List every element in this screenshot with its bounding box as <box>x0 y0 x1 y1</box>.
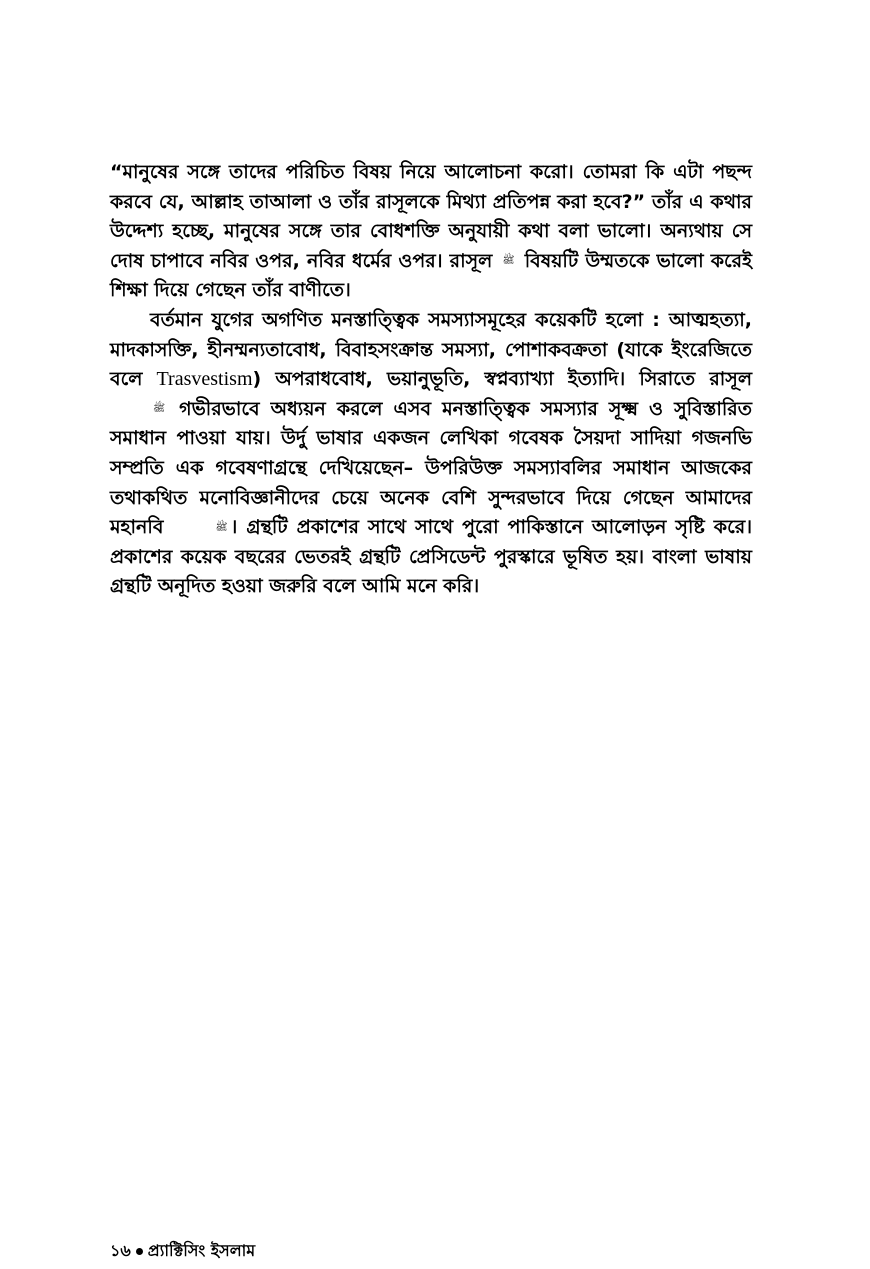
body-text <box>110 158 752 602</box>
paragraph-1-part-a: “মানুষের সঙ্গে তাদের পরিচিত বিষয় নিয়ে আলোচনা করো। তোমরা কি এটা পছন্দ করবে যে, আল্লাহ তাআলা ও তাঁর রাসূলকে মিথ্যা প্রতিপন্ন করা হবে?” তাঁর এ কথার উদ্দেশ্য হচ্ছে, মানুষের সঙ্গে তার বোধশক্তি অনুযায়ী কথা বলা ভালো। অন্যথায় সে দোষ চাপাবে নবির ওপর, নবির ধর্মের ওপর। রাসূল <box>110 161 752 272</box>
paragraph-1 <box>110 158 752 306</box>
latin-term: Trasvestism <box>156 368 253 391</box>
paragraph-1-part-b: বিষয়টি উম্মতকে ভালো করেই শিক্ষা দিয়ে গেছেন তাঁর বাণীতে। <box>110 249 752 302</box>
paragraph-2 <box>110 306 752 602</box>
paragraph-2-part-c: গভীরভাবে অধ্যয়ন করলে এসব মনস্তাত্ত্বিক সমস্যার সূক্ষ্ম ও সুবিস্তারিত সমাধান পাওয়া যায়। উর্দু ভাষার একজন লেখিকা গবেষক সৈয়দা সাদিয়া গজনভি সম্প্রতি এক গবেষণাগ্রন্থে দেখিয়েছেন– উপরিউক্ত সমস্যাবলির সমাধান আজকের তথাকথিত মনোবিজ্ঞানীদের চেয়ে অনেক বেশি সুন্দরভাবে দিয়ে গেছেন আমাদের মহানবি <box>110 397 752 539</box>
salawat-honorific: ﷺ <box>215 521 228 533</box>
bullet-icon <box>136 1248 143 1255</box>
salawat-honorific: ﷺ <box>153 403 166 415</box>
paragraph-2-part-a: বর্তমান যুগের অগণিত মনস্তাত্ত্বিক সমস্যাসমূহের কয়েকটি হলো : আত্মহত্যা, মাদকাসক্তি, হীনম্মন্যতাবোধ, বিবাহসংক্রান্ত সমস্যা, পোশাকবক্রতা (যাকে ইংরেজিতে বলে <box>110 308 752 391</box>
paragraph-2-part-d: । গ্রন্থটি প্রকাশের সাথে সাথে পুরো পাকিস্তানে আলোড়ন সৃষ্টি করে। প্রকাশের কয়েক বছরের ভেতরই গ্রন্থটি প্রেসিডেন্ট পুরস্কারে ভূষিত হয়। বাংলা ভাষায় গ্রন্থটি অনূদিত হওয়া জরুরি বলে আমি মনে করি। <box>110 516 752 598</box>
book-title: প্র্যাক্টিসিং ইসলাম <box>147 1241 256 1260</box>
salawat-honorific: ﷺ <box>502 255 515 267</box>
page-number: ১৬ <box>110 1241 131 1260</box>
paragraph-2-part-b: ) অপরাধবোধ, ভয়ানুভূতি, স্বপ্নব্যাখ্যা ইত্যাদি। সিরাতে রাসূল <box>252 368 752 391</box>
page-footer <box>110 1238 255 1265</box>
